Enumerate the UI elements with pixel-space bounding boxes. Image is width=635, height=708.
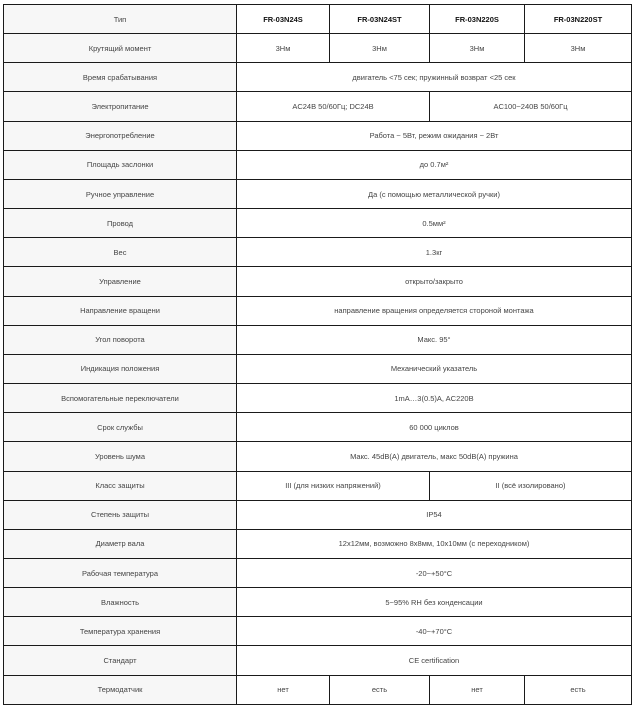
table-row-rotation-direction (4, 296, 632, 325)
response-time-value: двигатель <75 сек; пружинный возврат <25 сек (237, 63, 632, 92)
row-label: Крутящий момент (4, 34, 237, 63)
table-row-thermostat (4, 675, 632, 704)
table-row-operating-temp (4, 558, 632, 587)
table-header-row (4, 5, 632, 34)
torque-value-4: 3Нм (525, 34, 632, 63)
noise-level-value: Макс. 45dB(A) двигатель, макс 50dB(A) пружина (237, 442, 632, 471)
row-label: Термодатчик (4, 675, 237, 704)
model-fr-03n24st: FR-03N24ST (330, 5, 430, 34)
row-label: Электропитание (4, 92, 237, 121)
row-label: Площадь заслонки (4, 150, 237, 179)
table-row-ip-rating (4, 500, 632, 529)
table-row-consumption (4, 121, 632, 150)
table-row-damper-area (4, 150, 632, 179)
power-supply-24v: AC24В 50/60Гц; DC24В (237, 92, 430, 121)
rotation-angle-value: Макс. 95° (237, 325, 632, 354)
power-supply-220v: AC100~240В 50/60Гц (430, 92, 632, 121)
ip-rating-value: IP54 (237, 500, 632, 529)
consumption-value: Работа ~ 5Вт, режим ожидания ~ 2Вт (237, 121, 632, 150)
model-fr-03n24s: FR-03N24S (237, 5, 330, 34)
specifications-table (3, 4, 632, 705)
table-row-response-time (4, 63, 632, 92)
aux-switches-value: 1mA…3(0.5)A, AC220В (237, 384, 632, 413)
row-label: Угол поворота (4, 325, 237, 354)
table-row-wire (4, 209, 632, 238)
row-label: Срок службы (4, 413, 237, 442)
model-fr-03n220st: FR-03N220ST (525, 5, 632, 34)
row-label: Диаметр вала (4, 529, 237, 558)
table-row-noise-level (4, 442, 632, 471)
torque-value-3: 3Нм (430, 34, 525, 63)
table-row-weight (4, 238, 632, 267)
table-row-torque (4, 34, 632, 63)
thermostat-value-2: есть (330, 675, 430, 704)
thermostat-value-3: нет (430, 675, 525, 704)
damper-area-value: до 0.7м² (237, 150, 632, 179)
row-label: Влажность (4, 588, 237, 617)
table-row-storage-temp (4, 617, 632, 646)
protection-class-insulated: II (всё изолировано) (430, 471, 632, 500)
row-label: Вес (4, 238, 237, 267)
table-row-rotation-angle (4, 325, 632, 354)
type-label: Тип (4, 5, 237, 34)
row-label: Вспомогательные переключатели (4, 384, 237, 413)
table-row-control (4, 267, 632, 296)
row-label: Индикация положения (4, 354, 237, 383)
model-fr-03n220s: FR-03N220S (430, 5, 525, 34)
table-row-humidity (4, 588, 632, 617)
table-row-protection-class (4, 471, 632, 500)
row-label: Управление (4, 267, 237, 296)
standard-value: CE certification (237, 646, 632, 675)
row-label: Класс защиты (4, 471, 237, 500)
row-label: Провод (4, 209, 237, 238)
row-label: Степень защиты (4, 500, 237, 529)
table-row-aux-switches (4, 384, 632, 413)
table-row-position-indication (4, 354, 632, 383)
row-label: Стандарт (4, 646, 237, 675)
row-label: Рабочая температура (4, 558, 237, 587)
torque-value-1: 3Нм (237, 34, 330, 63)
operating-temp-value: -20~+50°C (237, 558, 632, 587)
row-label: Уровень шума (4, 442, 237, 471)
table-row-service-life (4, 413, 632, 442)
rotation-direction-value: направление вращения определяется стороной монтажа (237, 296, 632, 325)
storage-temp-value: -40~+70°C (237, 617, 632, 646)
torque-value-2: 3Нм (330, 34, 430, 63)
humidity-value: 5~95% RH без конденсации (237, 588, 632, 617)
row-label: Направление вращени (4, 296, 237, 325)
thermostat-value-4: есть (525, 675, 632, 704)
weight-value: 1.3кг (237, 238, 632, 267)
wire-value: 0.5мм² (237, 209, 632, 238)
table-row-shaft-diameter (4, 529, 632, 558)
table-row-standard (4, 646, 632, 675)
protection-class-low-voltage: III (для низких напряжений) (237, 471, 430, 500)
table-row-manual-control (4, 179, 632, 208)
table-row-power-supply (4, 92, 632, 121)
shaft-diameter-value: 12x12мм, возможно 8x8мм, 10x10мм (с переходником) (237, 529, 632, 558)
position-indication-value: Механический указатель (237, 354, 632, 383)
row-label: Ручное управление (4, 179, 237, 208)
row-label: Время срабатывания (4, 63, 237, 92)
row-label: Энергопотребление (4, 121, 237, 150)
row-label: Температура хранения (4, 617, 237, 646)
thermostat-value-1: нет (237, 675, 330, 704)
manual-control-value: Да (с помощью металлической ручки) (237, 179, 632, 208)
control-value: открыто/закрыто (237, 267, 632, 296)
service-life-value: 60 000 циклов (237, 413, 632, 442)
